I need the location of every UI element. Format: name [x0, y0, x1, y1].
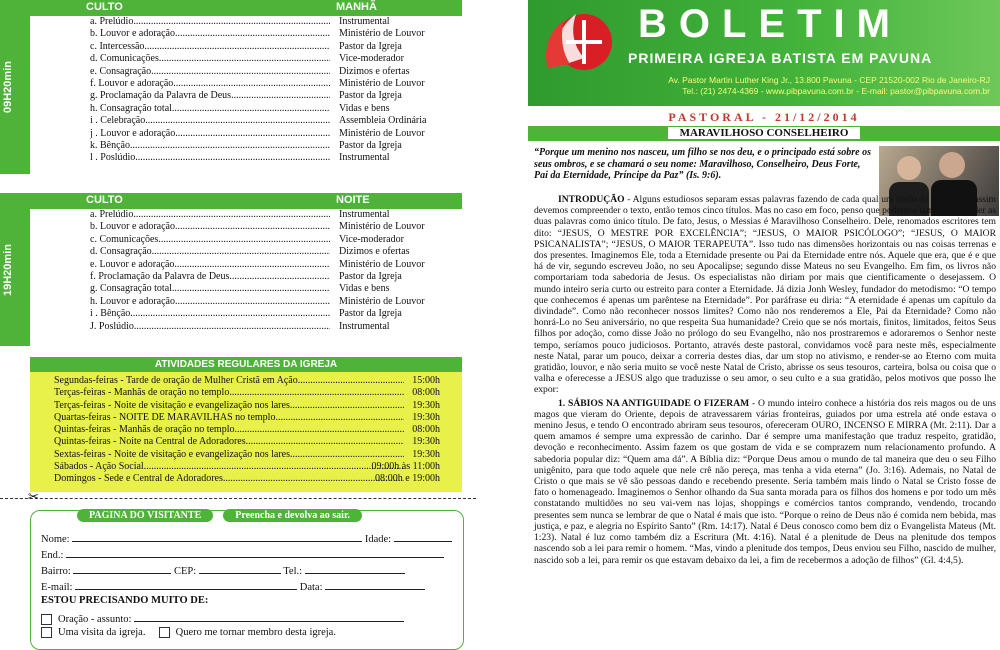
evening-rows — [30, 209, 462, 333]
activity-row — [30, 449, 462, 461]
order-responsible: Instrumental — [339, 320, 390, 332]
visit-member-options — [41, 627, 452, 643]
order-item: l . Poslúdio ..... — [90, 152, 330, 164]
order-item: e. Louvor e adoração ..... — [90, 259, 330, 271]
name-label: Nome: — [41, 534, 70, 545]
cut-line — [0, 498, 476, 499]
order-row — [30, 246, 462, 258]
order-item: h. Louvor e adoração ..... — [90, 296, 330, 308]
church-address: Av. Pastor Martin Luther King Jr., 13.800 Pavuna - CEP 21520-002 Rio de Janeiro-RJ — [668, 75, 990, 85]
email-row — [41, 579, 452, 595]
order-responsible: Instrumental — [339, 152, 390, 164]
prayer-subject-field[interactable] — [134, 611, 404, 622]
order-row — [30, 152, 462, 164]
order-item: d. Consagração ..... — [90, 246, 330, 258]
order-row — [30, 308, 462, 320]
regular-activities — [30, 357, 462, 492]
order-item: a. Prelúdio ..... — [90, 209, 330, 221]
order-responsible: Pastor da Igreja — [339, 90, 402, 102]
address-field[interactable] — [66, 547, 444, 558]
order-item: b. Louvor e adoração ..... — [90, 221, 330, 233]
morning-header-culto: CULTO — [86, 1, 123, 13]
activity-row — [30, 375, 462, 387]
name-field[interactable] — [72, 531, 362, 542]
order-item: i . Celebração ..... — [90, 115, 330, 127]
member-checkbox[interactable] — [159, 627, 170, 638]
visitor-title: PAGINA DO VISITANTE — [77, 509, 213, 522]
evening-header-culto: CULTO — [86, 194, 123, 206]
scissors-icon: ✂ — [28, 490, 39, 505]
order-row — [30, 16, 462, 28]
order-responsible: Pastor da Igreja — [339, 40, 402, 52]
order-row — [30, 66, 462, 78]
activities-list — [30, 372, 462, 486]
phone-label: Tel.: — [283, 566, 303, 577]
prayer-option — [41, 611, 452, 627]
evening-header-period: NOITE — [336, 194, 370, 206]
order-row — [30, 53, 462, 65]
order-item: k. Bênção ..... — [90, 140, 330, 152]
order-item: g. Proclamação da Palavra de Deus ..... — [90, 90, 330, 102]
cep-label: CEP: — [174, 566, 197, 577]
order-row — [30, 283, 462, 295]
order-row — [30, 209, 462, 221]
district-label: Bairro: — [41, 566, 71, 577]
activity-time: 19:30h — [412, 448, 440, 460]
epigraph-quote: “Porque um menino nos nasceu, um filho se nos deu, e o principado está sobre os seus ombros, e se chamará o seu nome: Maravilhoso, Conselheiro, Deus Forte, Pai da Eternidade, Príncipe da Paz” (Is. 9:6). — [534, 147, 871, 181]
order-item: J. Poslúdio ..... — [90, 321, 330, 333]
order-responsible: Assembleia Ordinária — [339, 115, 427, 127]
cep-field[interactable] — [199, 563, 281, 574]
order-responsible: Ministério de Louvor — [339, 258, 425, 270]
visitor-instructions: Preencha e devolva ao sair. — [223, 509, 362, 522]
morning-service — [30, 0, 462, 165]
activity-row — [30, 387, 462, 399]
order-row — [30, 128, 462, 140]
address-row — [41, 547, 452, 563]
date-label: Data: — [299, 582, 323, 593]
address-label: End.: — [41, 550, 64, 561]
activity-time: 19:30h — [412, 411, 440, 423]
evening-time-sidebar — [0, 193, 30, 346]
page-gutter — [476, 0, 528, 648]
church-contact — [538, 75, 990, 97]
activity-time: 08:00h — [412, 387, 440, 399]
topic-title: MARAVILHOSO CONSELHEIRO — [668, 127, 861, 139]
district-row — [41, 563, 452, 579]
activity-label: Domingos - Sede e Central de Adoradores ..... — [54, 473, 404, 485]
prayer-checkbox[interactable] — [41, 614, 52, 625]
order-responsible: Vidas e bens — [339, 283, 390, 295]
visitor-form — [30, 510, 464, 650]
district-field[interactable] — [73, 563, 171, 574]
activity-label: Quintas-feiras - Manhãs de oração no templo ..... — [54, 424, 404, 436]
activity-label: Sextas-feiras - Noite de visitação e evangelização nos lares ..... — [54, 449, 404, 461]
order-responsible: Vidas e bens — [339, 102, 390, 114]
activity-row — [30, 424, 462, 436]
evening-service — [30, 193, 462, 333]
visitor-fields — [41, 531, 452, 643]
needs-heading: ESTOU PRECISANDO MUITO DE: — [41, 595, 209, 606]
intro-paragraph — [534, 194, 996, 396]
order-item: b. Louvor e adoração ..... — [90, 28, 330, 40]
activity-row — [30, 461, 462, 473]
section1-text: - O mundo inteiro conhece a história dos reis magos ou de uns magos que vieram do Oriente, depois de atravessarem várias fronteiras, guiados por uma estrela até onde estava o menino Jesus, e tendo O encontrado abriram seus tesouros, ofereceram OURO, INCENSO E MIRRA (Mt. 2:11). Dar a quem amamos é sempre uma expressão de carinho. Dar é sempre uma manifestação que traduz respeito, gratidão, devoção e reconhecimento. Assim fazem os que gostam de vida e se comprazem num relacionamento profundo. A sabedoria popular diz: “Quem ama dá”. A Bíblia diz: “Porque Deus amou o mundo de tal maneira que deu o seu Filho unigênito, para que todo aquele que nele crê não pereça, mas tenha a vida eterna” (Jo. 3:16). Ademais, no Natal de Cristo o que mais se vê são pessoas dando e recebendo presente. Seria também mais lindo o Natal se Cristo fosse de fato o homenageado. Imaginemos o Senhor olhando da Sua santa morada para os filhos dos homens e por todo um mês constatando multidões no seu vai-vem nas lojas, shoppings e comércios tantos comprando, vendendo, trocando presentes sem nunca se lembrar de que o Natal é mais que isto. “Porque o reino de Deus não é comida nem bebida, mas justiça, e paz, e alegria no Espírito Santo” (Rm. 14:17). Natal é Deus conosco como bem diz o Evangelista Mateus (Mt. 1:23). Natal é luz como também diz a Escritura (Mt. 4:16). Natal é a plenitude de Deus na plenitude dos tempos nascendo sob a lei para remir o homem. “Mas, vindo a plenitude dos tempos, Deus enviou seu Filho, nascido de mulher, nascido sob a lei, para remir os que estavam debaixo da lei, a fim de recebermos a adoção de filhos” (Gl. 4:4,5). — [534, 397, 996, 566]
phone-field[interactable] — [305, 563, 405, 574]
order-item: a. Prelúdio ..... — [90, 16, 330, 28]
activity-row — [30, 436, 462, 448]
order-responsible: Ministério de Louvor — [339, 77, 425, 89]
order-responsible: Instrumental — [339, 209, 390, 220]
order-row — [30, 259, 462, 271]
section1-label: 1. SÁBIOS NA ANTIGUIDADE O FIZERAM — [558, 397, 750, 409]
morning-time-sidebar — [0, 0, 30, 174]
date-field[interactable] — [325, 579, 425, 590]
morning-header-period: MANHÃ — [336, 1, 377, 13]
topic-bar — [528, 126, 1000, 141]
order-responsible: Vice-moderador — [339, 233, 404, 245]
age-label: Idade: — [364, 534, 392, 545]
activity-row — [30, 400, 462, 412]
order-responsible: Ministério de Louvor — [339, 295, 425, 307]
morning-time: 09H20min — [2, 61, 14, 113]
order-item: e. Consagração ..... — [90, 66, 330, 78]
evening-time: 19H20min — [2, 243, 14, 296]
order-item: f. Louvor e adoração ..... — [90, 78, 330, 90]
church-logo-icon — [540, 6, 618, 76]
member-label: Quero me tornar membro desta igreja. — [175, 627, 336, 638]
intro-label: INTRODUÇÃO — [558, 194, 625, 205]
activity-time: 15:00h — [412, 375, 440, 386]
activity-time: 08:00h e 19:00h — [375, 473, 440, 485]
intro-text: - Alguns estudiosos separam essas palavras fazendo de cada qual um título do Messias, e assim devemos compreender o texto, então temos cinco títulos. Mas no caso em foco, penso que podemos também entender as duas palavras como único título. De fato, Jesus, o Messias é Maravilhoso Conselheiro. Dele, renomados escritores tem dito: “JESUS, O MESTRE POR EXCELÊNCIA”; “JESUS, O MAIOR PSICÓLOGO”; “JESUS, O MAIOR PSICANALISTA”; “JESUS, O MAIOR TERAPEUTA”. Isso tudo nas dimensões horizontais ou nas coisas terrenas e dos presentes. Imaginemos Ele, toda a Eternidade presente ou Pai da Eternidade entre nós. Aquele que era, que é e que há de vir, segundo escreveu João, no seu Apocalipse; segundo disse Mateus no seu Evangelho. Em fim, os livros não comportariam toda sabedoria de Jesus. Os especialistas não diriam por mais que cientificamente o desejassem. O mundo inteiro seria curto ou estreito para conter a Eternidade. Já dizia Jonh Wesley, fundador do metodismo: “O tempo que conhecemos é apenas um parêntese na Eternidade”. Por paráfrase eu diria: “A eternidade é apenas um capítulo da divindade”. Como não reconhecer nossos limites? Como não nos renderemos a Ele, Pai da Eternidade? Como não honrá-Lo no Seu aniversário, no que respeita Sua humanidade? Creio que se nós mortais, finitos, limitados, feitos Seus filhos por adoção, como disse João no prólogo do seu Evangelho, não nos prostraremos e adoraremos o Senhor neste tempo, seríamos pouco judiciosos. Portanto, através deste pastoral, convidamos você para neste mês, especialmente neste Natal, parar um pouco, deixar a correria destes dias, dar um stop no ativismo, e render-se ao Eterno com muita gratidão, louvor, e não seria muito se você neste Natal de Cristo, abrisse os seus tesouros, carteira, bolsa ou coisa que o valha e oferecesse a JESUS algo que traduzisse o seu amor, o seu culto e a sua gratidão, pelos motivos que posso lhe expor: — [534, 194, 996, 396]
activity-label: Quintas-feiras - Noite na Central de Adoradores ..... — [54, 436, 404, 448]
bulletin-banner — [528, 0, 1000, 106]
morning-header — [30, 0, 462, 16]
order-responsible: Ministério de Louvor — [339, 28, 425, 40]
morning-rows — [30, 16, 462, 165]
activity-time: 09:00h às 11:00h — [371, 461, 440, 473]
order-row — [30, 221, 462, 233]
order-row — [30, 234, 462, 246]
order-responsible: Dizimos e ofertas — [339, 246, 410, 258]
order-row — [30, 28, 462, 40]
order-row — [30, 271, 462, 283]
order-item: f. Proclamação da Palavra de Deus ..... — [90, 271, 330, 283]
order-row — [30, 321, 462, 333]
activity-row — [30, 473, 462, 485]
order-item: c. Comunicações ..... — [90, 234, 330, 246]
prayer-label: Oração - assunto: — [58, 614, 132, 625]
email-field[interactable] — [75, 579, 297, 590]
activity-time: 19:30h — [412, 399, 440, 411]
pastoral-date: PASTORAL - 21/12/2014 — [668, 110, 860, 124]
order-row — [30, 41, 462, 53]
order-row — [30, 78, 462, 90]
order-item: g. Consagração total ..... — [90, 283, 330, 295]
activity-row — [30, 412, 462, 424]
right-page — [528, 0, 1000, 648]
order-responsible: Pastor da Igreja — [339, 270, 402, 282]
activity-time: 19:30h — [412, 436, 440, 448]
section1-paragraph — [534, 398, 996, 566]
order-row — [30, 90, 462, 102]
order-responsible: Pastor da Igreja — [339, 139, 402, 151]
activity-label: Terças-feiras - Manhãs de oração no templo ..... — [54, 387, 404, 399]
article-body — [534, 194, 996, 566]
visit-label: Uma visita da igreja. — [58, 627, 146, 638]
order-responsible: Pastor da Igreja — [339, 308, 402, 320]
activity-label: Quartas-feiras - NOITE DE MARAVILHAS no templo ..... — [54, 412, 404, 424]
order-responsible: Vice-moderador — [339, 53, 404, 65]
order-item: d. Comunicações ..... — [90, 53, 330, 65]
order-responsible: Instrumental — [339, 16, 390, 27]
order-item: i . Bênção ..... — [90, 308, 330, 320]
order-row — [30, 140, 462, 152]
left-page — [0, 0, 476, 648]
order-item: h. Consagração total ..... — [90, 103, 330, 115]
order-responsible: Dizimos e ofertas — [339, 65, 410, 77]
email-label: E-mail: — [41, 582, 73, 593]
bulletin-title: BOLETIM — [638, 2, 902, 46]
activity-label: Segundas-feiras - Tarde de oração de Mulher Cristã em Ação ..... — [54, 375, 404, 387]
evening-header — [30, 193, 462, 209]
activity-label: Terças-feiras - Noite de visitação e evangelização nos lares ..... — [54, 400, 404, 412]
order-row — [30, 296, 462, 308]
order-row — [30, 103, 462, 115]
name-row — [41, 531, 452, 547]
order-item: c. Intercessão ..... — [90, 41, 330, 53]
activities-title: ATIVIDADES REGULARES DA IGREJA — [30, 357, 462, 372]
activity-label: Sábados - Ação Social ..... — [54, 461, 404, 473]
visit-checkbox[interactable] — [41, 627, 52, 638]
church-name: PRIMEIRA IGREJA BATISTA EM PAVUNA — [628, 50, 933, 66]
order-item: j . Louvor e adoração ..... — [90, 128, 330, 140]
activity-time: 08:00h — [412, 424, 440, 436]
age-field[interactable] — [394, 531, 452, 542]
order-row — [30, 115, 462, 127]
visitor-header — [77, 509, 362, 522]
order-responsible: Ministério de Louvor — [339, 221, 425, 233]
order-responsible: Ministério de Louvor — [339, 127, 425, 139]
church-phone-web: Tel.: (21) 2474-4369 - www.pibpavuna.com.br - E-mail: pastor@pibpavuna.com.br — [682, 86, 990, 96]
